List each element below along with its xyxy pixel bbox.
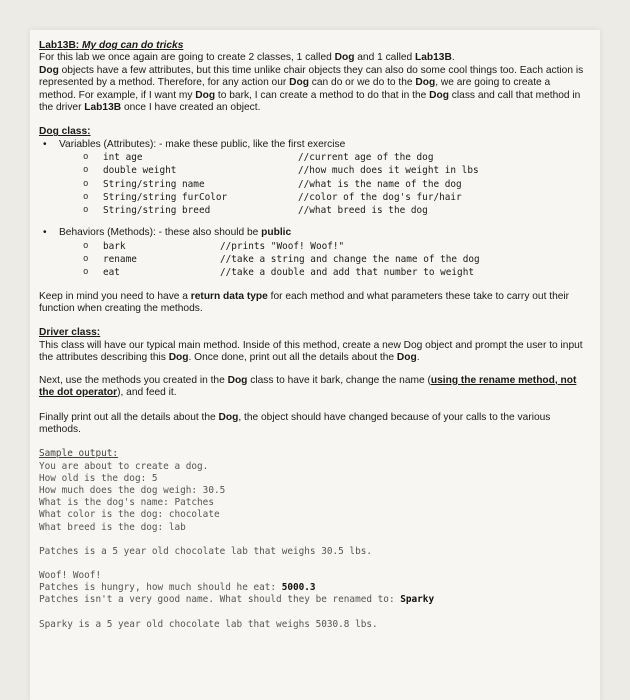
bullet-icon: • [43, 138, 47, 150]
behavior-row: o bark //prints "Woof! Woof!" [83, 240, 345, 252]
behaviors-bullet: • Behaviors (Methods): - these also should be public [43, 227, 292, 239]
sample-line: Patches isn't a very good name. What should they be renamed to: Sparky [39, 594, 435, 606]
sample-output [39, 448, 584, 630]
behavior-row: o rename //take a string and change the name of the dog [83, 253, 480, 265]
circle-bullet-icon: o [83, 191, 89, 202]
title-lab-id: Lab13B: [39, 40, 80, 51]
sample-line: What color is the dog: chocolate [39, 509, 220, 521]
behaviors-label: Behaviors (Methods): - these also should be [59, 227, 262, 239]
variable-row: o String/string name //what is the name of the dog [83, 178, 462, 190]
driver-paragraph-2: Next, use the methods you created in the Dog class to have it bark, change the name (using the rename method, not the dot operator), and feed it. [39, 374, 577, 399]
dog-class-heading: Dog class: [39, 126, 91, 138]
circle-bullet-icon: o [83, 152, 89, 163]
title-text: My dog can do tricks [79, 40, 184, 51]
driver-paragraph-1: This class will have our typical main method. Inside of this method, create a new Dog object and prompt the user to input the attributes describing this Dog. Once done, print out all the details about the Dog. [39, 339, 583, 364]
variable-row: o double weight //how much does it weight in lbs [83, 165, 479, 177]
variables-table [83, 151, 479, 217]
behavior-row: o eat //take a double and add that number to weight [83, 266, 474, 278]
driver-paragraph-3: Finally print out all the details about the Dog, the object should have changed because of your calls to the various methods. [39, 411, 551, 435]
document-title [39, 40, 584, 52]
circle-bullet-icon: o [83, 266, 89, 277]
variable-row: o String/string breed //what breed is the dog [83, 205, 428, 217]
circle-bullet-icon: o [83, 240, 89, 251]
variables-bullet [39, 139, 584, 151]
document-page [30, 30, 600, 700]
sample-summary: Patches is a 5 year old chocolate lab that weighs 30.5 lbs. [39, 545, 373, 557]
document-content [39, 40, 584, 631]
sample-line: What is the dog's name: Patches [39, 497, 214, 509]
intro-paragraph: For this lab we once again are going to create 2 classes, 1 called Dog and 1 called Lab13B. Dog objects have a few attributes, but this time unlike chair objects they can also do some cool things too. Each action is represented by a method. Therefore, for any action our Dog can do or we do to the Dog, we are going to create a method. For example, if I want my Dog to bark, I can create a method to do that in the Dog class and call that method in the driver Lab13B once I have created an object. [39, 52, 584, 114]
sample-line: Woof! Woof! [39, 569, 102, 581]
circle-bullet-icon: o [83, 165, 89, 176]
sample-summary: Sparky is a 5 year old chocolate lab that weighs 5030.8 lbs. [39, 618, 378, 630]
bullet-icon: • [43, 227, 47, 239]
driver-class-heading: Driver class: [39, 327, 101, 339]
sample-line: You are about to create a dog. [39, 460, 209, 472]
variables-label: Variables (Attributes): - make these public, like the first exercise [59, 138, 346, 150]
sample-output-heading: Sample output: [39, 448, 119, 460]
sample-line: What breed is the dog: lab [39, 521, 186, 533]
variable-row: o String/string furColor //color of the dog's fur/hair [83, 191, 462, 203]
sample-line: How much does the dog weigh: 30.5 [39, 484, 226, 496]
variable-row: o int age //current age of the dog [83, 152, 434, 164]
circle-bullet-icon: o [83, 253, 89, 264]
sample-line: Patches is hungry, how much should he eat: 5000.3 [39, 582, 316, 594]
circle-bullet-icon: o [83, 205, 89, 216]
behaviors-table [83, 240, 480, 279]
sample-line: How old is the dog: 5 [39, 472, 158, 484]
circle-bullet-icon: o [83, 178, 89, 189]
keep-in-mind-paragraph: Keep in mind you need to have a return data type for each method and what parameters these take to carry out their function when creating the methods. [39, 290, 570, 315]
